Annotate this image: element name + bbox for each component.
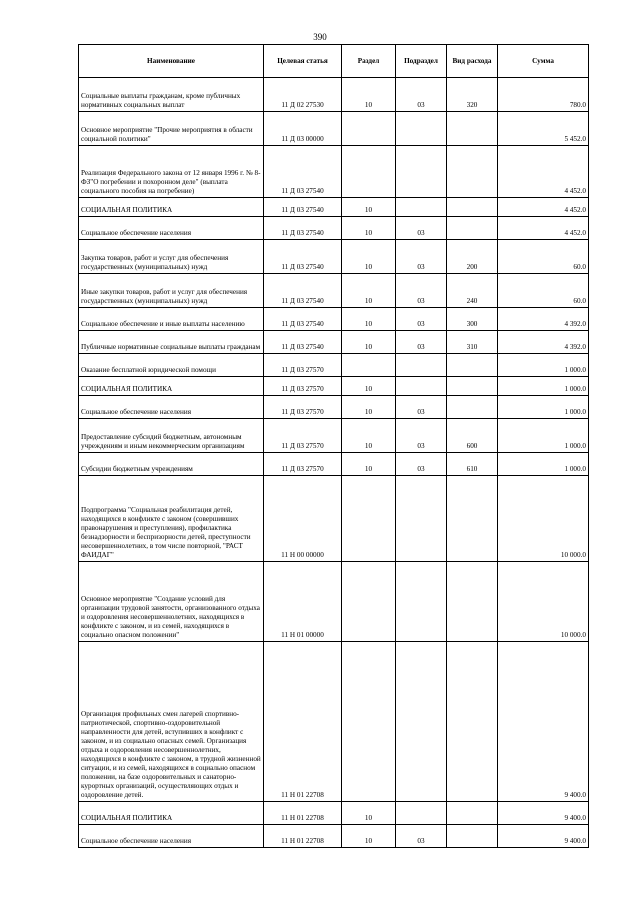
row-code-cell: 11 Д 03 27540 — [264, 308, 342, 331]
row-expense-type-cell — [447, 146, 498, 198]
table-row — [79, 802, 589, 825]
row-subsection-cell — [396, 146, 447, 198]
row-subsection-cell: 03 — [396, 78, 447, 112]
table-body — [79, 78, 589, 848]
row-code-cell: 11 Д 03 27540 — [264, 240, 342, 274]
row-section-cell: 10 — [342, 331, 396, 354]
row-code-cell: 11 Д 03 27570 — [264, 354, 342, 377]
row-amount-cell: 1 000.0 — [498, 453, 589, 476]
row-expense-type-cell — [447, 377, 498, 396]
row-code-cell: 11 Н 01 22708 — [264, 642, 342, 802]
row-amount-cell: 1 000.0 — [498, 354, 589, 377]
row-name-cell: Реализация Федерального закона от 12 января 1996 г. № 8-ФЗ"О погребении и похоронном деле" (выплата социального пособия на погребение) — [79, 146, 264, 198]
row-expense-type-cell — [447, 562, 498, 642]
row-amount-cell: 10 000.0 — [498, 562, 589, 642]
row-expense-type-cell: 240 — [447, 274, 498, 308]
table-row — [79, 377, 589, 396]
row-subsection-cell: 03 — [396, 331, 447, 354]
page-number: 390 — [313, 32, 327, 42]
row-subsection-cell — [396, 476, 447, 562]
row-name-cell: Закупка товаров, работ и услуг для обеспечения государственных (муниципальных) нужд — [79, 240, 264, 274]
row-name-cell: Социальные выплаты гражданам, кроме публичных нормативных социальных выплат — [79, 78, 264, 112]
row-amount-cell: 60.0 — [498, 274, 589, 308]
row-code-cell: 11 Д 03 27570 — [264, 396, 342, 419]
row-expense-type-cell: 200 — [447, 240, 498, 274]
row-expense-type-cell — [447, 198, 498, 217]
row-name-cell: Социальное обеспечение населения — [79, 825, 264, 848]
row-code-cell: 11 Н 01 22708 — [264, 802, 342, 825]
row-subsection-cell: 03 — [396, 396, 447, 419]
table-row — [79, 146, 589, 198]
row-section-cell: 10 — [342, 825, 396, 848]
row-section-cell: 10 — [342, 274, 396, 308]
row-amount-cell: 5 452.0 — [498, 112, 589, 146]
row-section-cell: 10 — [342, 78, 396, 112]
row-amount-cell: 780.0 — [498, 78, 589, 112]
header-section: Раздел — [342, 45, 396, 78]
row-name-cell: СОЦИАЛЬНАЯ ПОЛИТИКА — [79, 377, 264, 396]
table-row — [79, 419, 589, 453]
row-subsection-cell: 03 — [396, 453, 447, 476]
row-subsection-cell: 03 — [396, 217, 447, 240]
row-name-cell: Предоставление субсидий бюджетным, автономным учреждениям и иным некоммерческим организациям — [79, 419, 264, 453]
row-amount-cell: 4 392.0 — [498, 308, 589, 331]
row-code-cell: 11 Н 00 00000 — [264, 476, 342, 562]
row-section-cell — [342, 562, 396, 642]
row-expense-type-cell: 600 — [447, 419, 498, 453]
row-amount-cell: 4 452.0 — [498, 146, 589, 198]
header-amount: Сумма — [498, 45, 589, 78]
row-expense-type-cell — [447, 354, 498, 377]
row-amount-cell: 4 452.0 — [498, 198, 589, 217]
row-section-cell: 10 — [342, 802, 396, 825]
row-expense-type-cell — [447, 825, 498, 848]
row-expense-type-cell: 310 — [447, 331, 498, 354]
row-subsection-cell — [396, 354, 447, 377]
header-code: Целевая статья — [264, 45, 342, 78]
row-name-cell: Публичные нормативные социальные выплаты гражданам — [79, 331, 264, 354]
table-row — [79, 78, 589, 112]
row-expense-type-cell — [447, 217, 498, 240]
row-name-cell: Субсидии бюджетным учреждениям — [79, 453, 264, 476]
row-subsection-cell — [396, 112, 447, 146]
row-subsection-cell — [396, 642, 447, 802]
row-code-cell: 11 Н 01 22708 — [264, 825, 342, 848]
row-code-cell: 11 Д 03 27570 — [264, 419, 342, 453]
row-section-cell: 10 — [342, 240, 396, 274]
row-code-cell: 11 Д 03 27540 — [264, 198, 342, 217]
header-name: Наименование — [79, 45, 264, 78]
row-section-cell: 10 — [342, 453, 396, 476]
row-expense-type-cell — [447, 802, 498, 825]
table-row — [79, 396, 589, 419]
header-expense-type: Вид расхода — [447, 45, 498, 78]
table-row — [79, 825, 589, 848]
row-code-cell: 11 Д 02 27530 — [264, 78, 342, 112]
row-section-cell — [342, 476, 396, 562]
row-section-cell: 10 — [342, 198, 396, 217]
row-amount-cell: 10 000.0 — [498, 476, 589, 562]
row-amount-cell: 9 400.0 — [498, 802, 589, 825]
table-row — [79, 112, 589, 146]
row-amount-cell: 1 000.0 — [498, 396, 589, 419]
row-section-cell — [342, 642, 396, 802]
table-row — [79, 217, 589, 240]
row-section-cell: 10 — [342, 308, 396, 331]
row-subsection-cell: 03 — [396, 419, 447, 453]
row-amount-cell: 9 400.0 — [498, 642, 589, 802]
row-section-cell — [342, 354, 396, 377]
row-code-cell: 11 Д 03 27570 — [264, 453, 342, 476]
row-section-cell — [342, 146, 396, 198]
row-section-cell — [342, 112, 396, 146]
header-subsection: Подраздел — [396, 45, 447, 78]
row-name-cell: Социальное обеспечение населения — [79, 217, 264, 240]
row-code-cell: 11 Д 03 27570 — [264, 377, 342, 396]
row-subsection-cell — [396, 562, 447, 642]
table-row — [79, 453, 589, 476]
row-subsection-cell: 03 — [396, 240, 447, 274]
row-name-cell: Организация профильных смен лагерей спортивно-патриотической, спортивно-оздоровительной направленности для детей, вступивших в конфликт с законом, и из социально опасных семей. Организация отдыха и оздоровления несовершеннолетних, находящихся в конфликте с законом, в трудной жизненной ситуации, и из семей, находящихся в социально опасном положении, на базе оздоровительных и санаторно-курортных организаций, осуществляющих отдых и оздоровление детей. — [79, 642, 264, 802]
table-row — [79, 274, 589, 308]
row-section-cell: 10 — [342, 396, 396, 419]
row-expense-type-cell: 610 — [447, 453, 498, 476]
row-code-cell: 11 Д 03 27540 — [264, 146, 342, 198]
row-name-cell: Подпрограмма "Социальная реабилитация детей, находящихся в конфликте с законом (совершивших правонарушения и преступления), профилактика безнадзорности и беспризорности детей, преступности несовершеннолетних, в том числе повторной, "РАСТ ФАИДАГ" — [79, 476, 264, 562]
row-code-cell: 11 Д 03 27540 — [264, 217, 342, 240]
table-row — [79, 642, 589, 802]
row-expense-type-cell — [447, 642, 498, 802]
row-name-cell: Основное мероприятие "Создание условий для организации трудовой занятости, организованного отдыха и оздоровления несовершеннолетних, находящихся в конфликте с законом, и из семей, находящихся в социально опасном положении" — [79, 562, 264, 642]
row-subsection-cell — [396, 198, 447, 217]
row-section-cell: 10 — [342, 377, 396, 396]
row-code-cell: 11 Н 01 00000 — [264, 562, 342, 642]
row-name-cell: СОЦИАЛЬНАЯ ПОЛИТИКА — [79, 198, 264, 217]
row-amount-cell: 1 000.0 — [498, 419, 589, 453]
row-expense-type-cell — [447, 112, 498, 146]
table-row — [79, 331, 589, 354]
table-row — [79, 476, 589, 562]
row-subsection-cell: 03 — [396, 825, 447, 848]
row-subsection-cell — [396, 802, 447, 825]
table-row — [79, 308, 589, 331]
row-code-cell: 11 Д 03 27540 — [264, 274, 342, 308]
table-row — [79, 354, 589, 377]
row-subsection-cell: 03 — [396, 308, 447, 331]
row-name-cell: СОЦИАЛЬНАЯ ПОЛИТИКА — [79, 802, 264, 825]
row-name-cell: Иные закупки товаров, работ и услуг для обеспечения государственных (муниципальных) нужд — [79, 274, 264, 308]
row-name-cell: Оказание бесплатной юридической помощи — [79, 354, 264, 377]
budget-table — [78, 44, 589, 848]
row-amount-cell: 4 392.0 — [498, 331, 589, 354]
row-name-cell: Основное мероприятие "Прочие мероприятия в области социальной политики" — [79, 112, 264, 146]
row-name-cell: Социальное обеспечение и иные выплаты населению — [79, 308, 264, 331]
table-row — [79, 240, 589, 274]
row-subsection-cell: 03 — [396, 274, 447, 308]
row-name-cell: Социальное обеспечение населения — [79, 396, 264, 419]
row-amount-cell: 1 000.0 — [498, 377, 589, 396]
row-section-cell: 10 — [342, 217, 396, 240]
table-header — [79, 45, 589, 78]
row-code-cell: 11 Д 03 27540 — [264, 331, 342, 354]
row-section-cell: 10 — [342, 419, 396, 453]
row-expense-type-cell: 300 — [447, 308, 498, 331]
row-amount-cell: 9 400.0 — [498, 825, 589, 848]
table-row — [79, 198, 589, 217]
row-expense-type-cell — [447, 476, 498, 562]
row-code-cell: 11 Д 03 00000 — [264, 112, 342, 146]
row-expense-type-cell — [447, 396, 498, 419]
row-subsection-cell — [396, 377, 447, 396]
row-amount-cell: 60.0 — [498, 240, 589, 274]
table-row — [79, 562, 589, 642]
row-amount-cell: 4 452.0 — [498, 217, 589, 240]
row-expense-type-cell: 320 — [447, 78, 498, 112]
